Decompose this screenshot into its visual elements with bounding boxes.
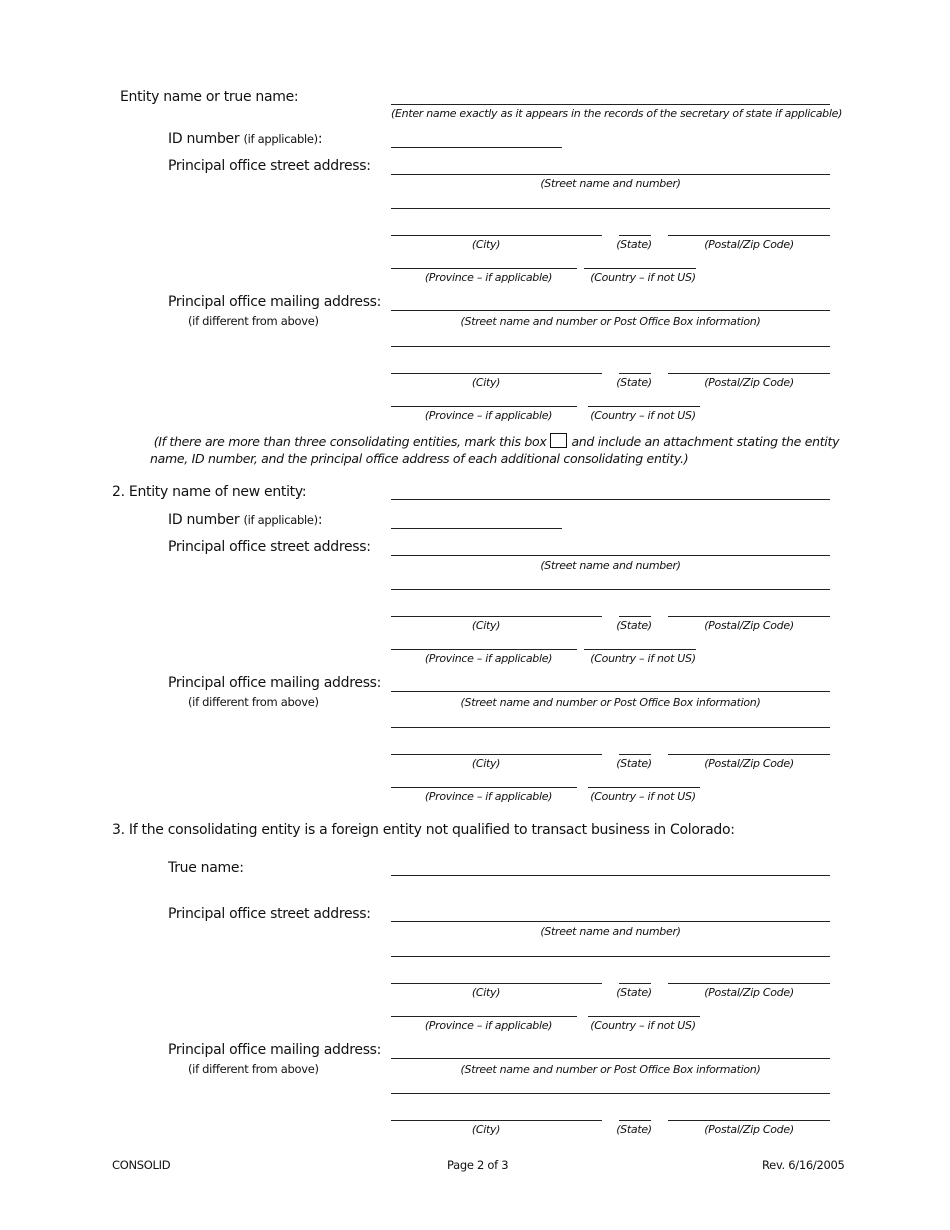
- street-address-line2-field[interactable]: [391, 208, 830, 209]
- mailing-address-line2-field[interactable]: [391, 727, 830, 728]
- state-field[interactable]: [619, 983, 651, 984]
- country-hint: (Country – if not US): [590, 271, 696, 284]
- true-name-label: True name:: [168, 860, 244, 876]
- country-field[interactable]: [588, 406, 700, 407]
- mailing-address-field[interactable]: [391, 1058, 830, 1059]
- street-address-field[interactable]: [391, 921, 830, 922]
- id-number-label: ID number (if applicable):: [168, 512, 323, 528]
- city-field[interactable]: [391, 235, 602, 236]
- zip-hint: (Postal/Zip Code): [704, 757, 794, 770]
- city-hint: (City): [471, 1123, 501, 1136]
- province-hint: (Province – if applicable): [424, 1019, 553, 1032]
- new-entity-name-field[interactable]: [391, 499, 830, 500]
- entity-name-label: Entity name or true name:: [120, 89, 299, 105]
- street-address-line2-field[interactable]: [391, 956, 830, 957]
- street-po-hint: (Street name and number or Post Office Box information): [460, 315, 761, 328]
- country-field[interactable]: [584, 268, 696, 269]
- street-address-line2-field[interactable]: [391, 589, 830, 590]
- mailing-address-field[interactable]: [391, 691, 830, 692]
- zip-field[interactable]: [668, 1120, 830, 1121]
- province-field[interactable]: [391, 787, 577, 788]
- city-hint: (City): [471, 757, 501, 770]
- zip-hint: (Postal/Zip Code): [704, 619, 794, 632]
- country-field[interactable]: [588, 787, 700, 788]
- street-po-hint: (Street name and number or Post Office Box information): [460, 1063, 761, 1076]
- mailing-address-field[interactable]: [391, 310, 830, 311]
- id-number-field[interactable]: [391, 528, 562, 529]
- zip-field[interactable]: [668, 235, 830, 236]
- street-address-field[interactable]: [391, 555, 830, 556]
- province-field[interactable]: [391, 268, 577, 269]
- zip-field[interactable]: [668, 983, 830, 984]
- province-field[interactable]: [391, 649, 577, 650]
- zip-hint: (Postal/Zip Code): [704, 376, 794, 389]
- city-field[interactable]: [391, 1120, 602, 1121]
- additional-entities-checkbox[interactable]: [550, 433, 567, 448]
- id-number-field[interactable]: [391, 147, 562, 148]
- footer-page-number: Page 2 of 3: [447, 1158, 509, 1172]
- street-address-label: Principal office street address:: [168, 906, 371, 922]
- city-field[interactable]: [391, 373, 602, 374]
- state-field[interactable]: [619, 616, 651, 617]
- zip-hint: (Postal/Zip Code): [704, 986, 794, 999]
- true-name-field[interactable]: [391, 875, 830, 876]
- zip-hint: (Postal/Zip Code): [704, 238, 794, 251]
- mailing-address-line2-field[interactable]: [391, 346, 830, 347]
- province-hint: (Province – if applicable): [424, 652, 553, 665]
- if-different-note: (if different from above): [188, 1062, 319, 1076]
- mailing-address-label: Principal office mailing address:: [168, 1042, 382, 1058]
- state-field[interactable]: [619, 373, 651, 374]
- footer-revision: Rev. 6/16/2005: [762, 1158, 845, 1172]
- if-different-note: (if different from above): [188, 314, 319, 328]
- city-hint: (City): [471, 619, 501, 632]
- mailing-address-label: Principal office mailing address:: [168, 294, 382, 310]
- mailing-address-label: Principal office mailing address:: [168, 675, 382, 691]
- street-hint: (Street name and number): [540, 925, 681, 938]
- city-hint: (City): [471, 238, 501, 251]
- city-field[interactable]: [391, 983, 602, 984]
- state-hint: (State): [616, 238, 652, 251]
- country-field[interactable]: [584, 649, 696, 650]
- street-address-field[interactable]: [391, 174, 830, 175]
- additional-entities-note: (If there are more than three consolidating entities, mark this box and include an attachment stating the entity name, ID number, and the principal office address of each additional consolidating entity.): [150, 434, 840, 466]
- zip-field[interactable]: [668, 373, 830, 374]
- country-hint: (Country – if not US): [590, 652, 696, 665]
- section3-title: 3. If the consolidating entity is a foreign entity not qualified to transact business in Colorado:: [112, 822, 735, 838]
- country-field[interactable]: [588, 1016, 700, 1017]
- province-field[interactable]: [391, 406, 577, 407]
- province-hint: (Province – if applicable): [424, 790, 553, 803]
- if-different-note: (if different from above): [188, 695, 319, 709]
- city-field[interactable]: [391, 754, 602, 755]
- street-address-label: Principal office street address:: [168, 539, 371, 555]
- province-field[interactable]: [391, 1016, 577, 1017]
- country-hint: (Country – if not US): [590, 1019, 696, 1032]
- state-field[interactable]: [619, 1120, 651, 1121]
- id-number-label: ID number (if applicable):: [168, 131, 323, 147]
- entity-name-hint: (Enter name exactly as it appears in the records of the secretary of state if applicable): [391, 107, 843, 120]
- state-hint: (State): [616, 619, 652, 632]
- city-hint: (City): [471, 986, 501, 999]
- province-hint: (Province – if applicable): [424, 271, 553, 284]
- country-hint: (Country – if not US): [590, 790, 696, 803]
- state-hint: (State): [616, 376, 652, 389]
- province-hint: (Province – if applicable): [424, 409, 553, 422]
- mailing-address-line2-field[interactable]: [391, 1093, 830, 1094]
- zip-field[interactable]: [668, 754, 830, 755]
- street-address-label: Principal office street address:: [168, 158, 371, 174]
- footer-form-code: CONSOLID: [112, 1158, 171, 1172]
- country-hint: (Country – if not US): [590, 409, 696, 422]
- state-hint: (State): [616, 986, 652, 999]
- city-hint: (City): [471, 376, 501, 389]
- city-field[interactable]: [391, 616, 602, 617]
- zip-hint: (Postal/Zip Code): [704, 1123, 794, 1136]
- state-field[interactable]: [619, 754, 651, 755]
- section2-title: 2. Entity name of new entity:: [112, 484, 307, 500]
- street-hint: (Street name and number): [540, 559, 681, 572]
- state-field[interactable]: [619, 235, 651, 236]
- zip-field[interactable]: [668, 616, 830, 617]
- entity-name-field[interactable]: [391, 104, 830, 105]
- street-po-hint: (Street name and number or Post Office Box information): [460, 696, 761, 709]
- street-hint: (Street name and number): [540, 177, 681, 190]
- state-hint: (State): [616, 1123, 652, 1136]
- state-hint: (State): [616, 757, 652, 770]
